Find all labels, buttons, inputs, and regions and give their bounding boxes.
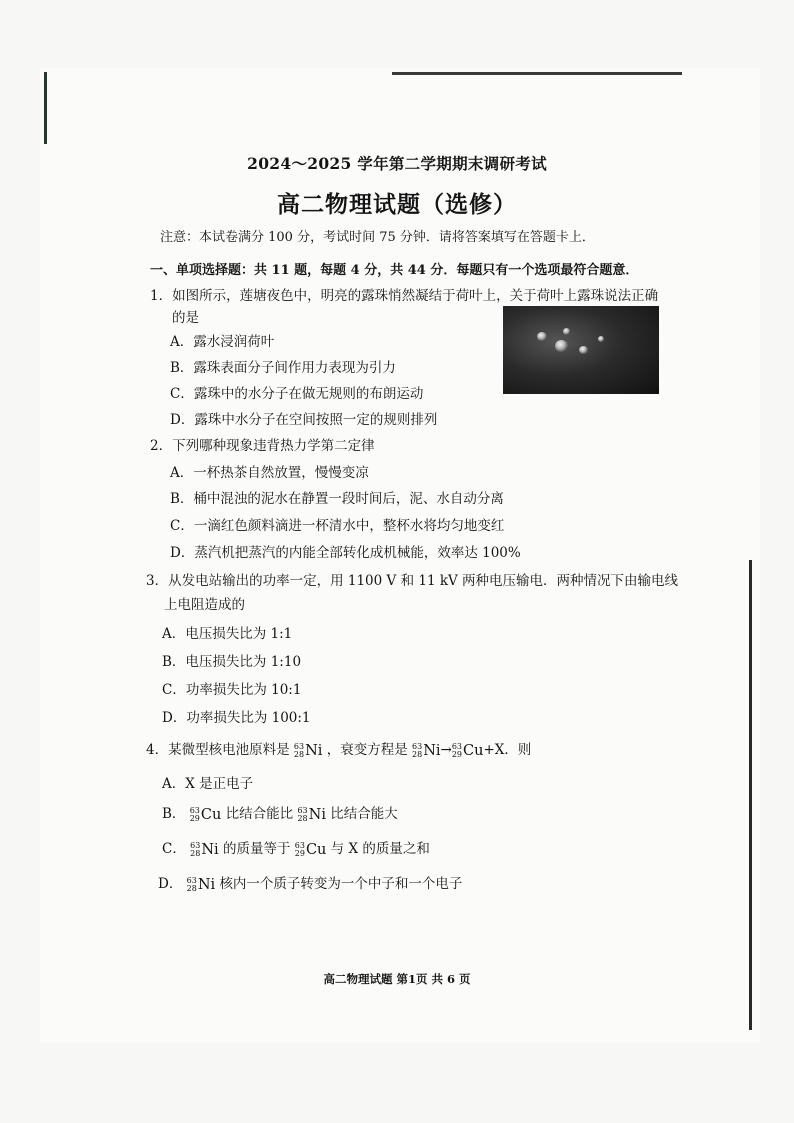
ni-63-isotope — [412, 743, 441, 759]
ni-63-isotope — [294, 743, 323, 759]
plus-sign: + — [483, 742, 495, 758]
question-4-stem-end: ．则 — [504, 742, 532, 758]
question-2-option-d: D．蒸汽机把蒸汽的内能全部转化成机械能，效率达 100% — [170, 545, 521, 561]
question-3-stem-line2: 上电阻造成的 — [164, 597, 245, 613]
dewdrop — [598, 336, 604, 342]
cu-atomic-number: 29 — [451, 749, 463, 759]
ni-symbol: Ni — [305, 742, 323, 759]
option-b-end: 比结合能大 — [330, 806, 398, 822]
cu-symbol: Cu — [463, 742, 484, 759]
question-2-option-a: A．一杯热茶自然放置，慢慢变凉 — [170, 465, 369, 481]
ni-63-isotope — [297, 807, 326, 823]
option-d-end: 核内一个质子转变为一个中子和一个电子 — [219, 876, 463, 892]
question-2-option-b: B．桶中混浊的泥水在静置一段时间后，泥、水自动分离 — [170, 491, 504, 507]
cu-mass-number: 63 — [189, 805, 200, 815]
question-4-option-a: A．X 是正电子 — [162, 776, 254, 792]
cu-atomic-number: 29 — [294, 848, 305, 858]
ni-atomic-number: 28 — [190, 848, 201, 858]
question-1-option-d: D．露珠中水分子在空间按照一定的规则排列 — [170, 412, 438, 428]
cu-symbol: Cu — [200, 806, 222, 823]
question-3-option-b: B．电压损失比为 1:10 — [162, 654, 302, 670]
dewdrop — [537, 332, 547, 341]
exam-title: 2024～2025 学年第二学期期末调研考试 — [247, 154, 547, 173]
exam-notice: 注意：本试卷满分 100 分，考试时间 75 分钟．请将答案填写在答题卡上． — [160, 230, 595, 245]
page-footer: 高二物理试题 第1页 共 6 页 — [323, 972, 471, 986]
question-2-option-c: C．一滴红色颜料滴进一杯清水中，整杯水将均匀地变红 — [170, 518, 505, 534]
dewdrop-photo — [503, 306, 659, 394]
question-4-option-d — [158, 872, 462, 893]
dewdrop — [563, 328, 570, 335]
ni-atomic-number: 28 — [293, 749, 305, 759]
ni-symbol: Ni — [423, 742, 441, 759]
ni-atomic-number: 28 — [412, 749, 423, 759]
cu-63-isotope — [452, 743, 484, 759]
cu-63-isotope — [190, 807, 222, 823]
question-4-stem — [146, 738, 531, 759]
option-d-label: D． — [158, 876, 183, 892]
question-4-option-b — [162, 802, 398, 823]
ni-mass-number: 63 — [190, 840, 201, 850]
dewdrop — [555, 340, 568, 352]
question-1-option-c: C．露珠中的水分子在做无规则的布朗运动 — [170, 386, 424, 402]
cu-atomic-number: 29 — [189, 813, 200, 823]
option-b-label: B． — [162, 806, 186, 822]
question-1-stem: 1．如图所示，莲塘夜色中，明亮的露珠悄然凝结于荷叶上，关于荷叶上露珠说法正确 — [150, 288, 659, 304]
question-3-option-d: D．功率损失比为 100:1 — [162, 710, 311, 726]
cu-mass-number: 63 — [294, 840, 305, 850]
question-1-option-a: A．露水浸润荷叶 — [170, 334, 275, 350]
cu-mass-number: 63 — [451, 741, 463, 751]
particle-x: X — [494, 742, 505, 758]
ni-63-isotope — [187, 877, 216, 893]
scan-edge-left — [44, 72, 47, 144]
option-c-label: C． — [162, 841, 186, 857]
ni-atomic-number: 28 — [186, 883, 197, 893]
section-heading: 一、单项选择题：共 11 题，每题 4 分，共 44 分．每题只有一个选项最符合题意． — [150, 263, 639, 278]
question-1-option-b: B．露珠表面分子间作用力表现为引力 — [170, 360, 396, 376]
ni-atomic-number: 28 — [297, 813, 308, 823]
scan-edge-right — [749, 560, 752, 1030]
ni-mass-number: 63 — [412, 741, 423, 751]
ni-mass-number: 63 — [293, 741, 305, 751]
ni-mass-number: 63 — [186, 875, 197, 885]
question-4-stem-prefix: 4．某微型核电池原料是 — [146, 742, 290, 758]
ni-symbol: Ni — [201, 841, 219, 858]
subject-title: 高二物理试题（选修） — [277, 191, 517, 218]
dewdrop — [579, 346, 588, 354]
option-b-mid: 比结合能比 — [225, 806, 294, 822]
cu-63-isotope — [295, 842, 327, 858]
question-3-option-a: A．电压损失比为 1:1 — [162, 626, 293, 642]
ni-63-isotope — [190, 842, 219, 858]
decay-arrow: → — [440, 742, 452, 758]
cu-symbol: Cu — [305, 841, 327, 858]
option-c-mid: 的质量等于 — [222, 841, 291, 857]
ni-mass-number: 63 — [297, 805, 308, 815]
ni-symbol: Ni — [197, 876, 216, 893]
question-4-option-c — [162, 837, 430, 858]
scan-edge-top — [392, 72, 682, 75]
ni-symbol: Ni — [308, 806, 326, 823]
option-c-end: 与 X 的质量之和 — [330, 841, 430, 857]
question-4-stem-mid: ，衰变方程是 — [326, 742, 408, 758]
question-3-stem: 3．从发电站输出的功率一定，用 1100 V 和 11 kV 两种电压输电．两种情况下由输电线 — [146, 573, 679, 589]
question-1-stem-line2: 的是 — [172, 310, 199, 326]
question-2-stem: 2．下列哪种现象违背热力学第二定律 — [150, 438, 375, 454]
question-3-option-c: C．功率损失比为 10:1 — [162, 682, 302, 698]
